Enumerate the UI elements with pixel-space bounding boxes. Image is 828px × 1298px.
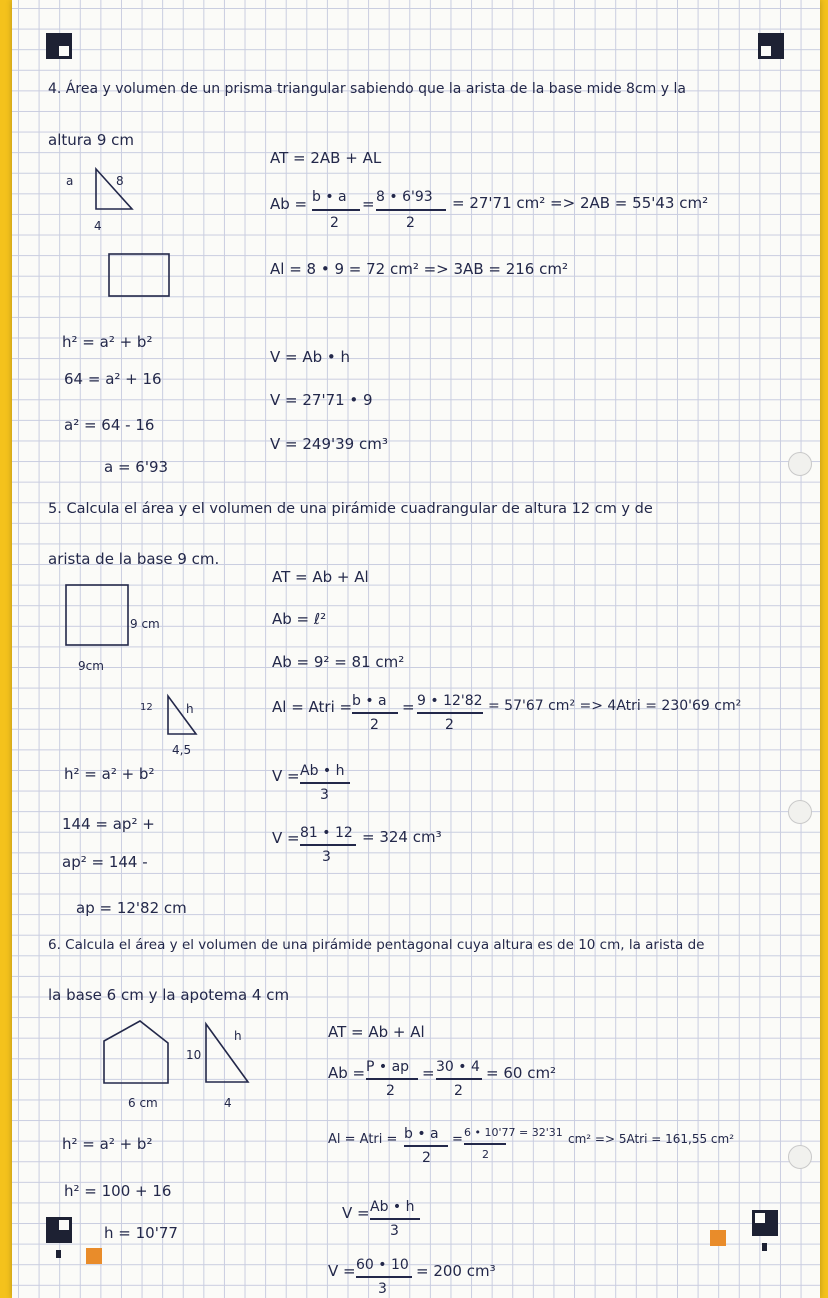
p5-v2-result: = 324 cm³ xyxy=(362,828,442,846)
p6-ab-result: = 60 cm² xyxy=(486,1064,557,1082)
p4-triangle-figure xyxy=(92,163,142,215)
p6-al-den: 2 xyxy=(422,1150,431,1166)
p5-label-bottom: 9cm xyxy=(78,659,104,673)
p5-eq-pythagoras: h² = a² + b² xyxy=(64,765,155,783)
scan-marker-top-left xyxy=(46,33,72,59)
p5-al-prefix: Al = Atri = xyxy=(272,698,353,716)
p5-al-f1-den: 2 xyxy=(370,717,379,733)
p5-total-area: AT = Ab + Al xyxy=(272,568,369,586)
p5-eq-144: 144 = ap² + xyxy=(62,815,155,833)
p4-statement-line1: 4. Área y volumen de un prisma triangular sabiendo que la arista de la base mide 8cm y la xyxy=(48,81,686,97)
p4-volume-2: V = 27'71 • 9 xyxy=(270,391,373,409)
p4-ab-f1-bar xyxy=(312,209,360,211)
p5-v2-prefix: V = xyxy=(272,829,300,847)
p5-base-area-1: Ab = ℓ² xyxy=(272,610,327,628)
p6-ab-bar xyxy=(366,1078,418,1080)
p6-statement-line2: la base 6 cm y la apotema 4 cm xyxy=(48,986,290,1004)
p4-rectangle-figure xyxy=(108,253,172,299)
p4-volume-3: V = 249'39 cm³ xyxy=(270,435,388,453)
p4-eq-a: a = 6'93 xyxy=(104,458,169,476)
p5-equals-1: = xyxy=(402,698,415,716)
p5-v1-num: Ab • h xyxy=(300,763,345,779)
p5-v2-bar xyxy=(300,844,356,846)
p5-base-area-2: Ab = 9² = 81 cm² xyxy=(272,653,405,671)
p6-label-10: 10 xyxy=(186,1048,202,1062)
p5-label-45: 4,5 xyxy=(172,743,192,757)
p5-v1-den: 3 xyxy=(320,787,329,803)
p5-statement-line2: arista de la base 9 cm. xyxy=(48,550,220,568)
p6-v2-num: 60 • 10 xyxy=(356,1257,409,1273)
p4-lateral-area: Al = 8 • 9 = 72 cm² => 3AB = 216 cm² xyxy=(270,260,568,278)
p4-total-area: AT = 2AB + AL xyxy=(270,149,382,167)
p4-ab-result: = 27'71 cm² => 2AB = 55'43 cm² xyxy=(452,194,709,212)
ring-hole-middle xyxy=(788,800,812,824)
p6-triangle-figure xyxy=(202,1020,254,1086)
p6-ab-prefix: Ab = xyxy=(328,1064,366,1082)
p5-label-12: 12 xyxy=(140,702,153,713)
p5-eq-ap: ap = 12'82 cm xyxy=(76,899,187,917)
p4-ab-prefix: Ab = xyxy=(270,195,308,213)
ring-hole-bottom xyxy=(788,1145,812,1169)
p6-eq-h: h = 10'77 xyxy=(104,1224,178,1242)
p4-label-8: 8 xyxy=(116,174,124,188)
p6-label-6: 6 cm xyxy=(128,1096,158,1110)
p4-label-4: 4 xyxy=(94,219,102,233)
p5-square-figure xyxy=(64,583,132,649)
p6-v1-prefix: V = xyxy=(342,1204,370,1222)
p4-eq-64: 64 = a² + 16 xyxy=(64,370,162,388)
p5-v2-num: 81 • 12 xyxy=(300,825,353,841)
p5-label-h: h xyxy=(186,702,194,716)
p6-al-bar xyxy=(404,1145,448,1147)
scan-marker-top-right xyxy=(758,33,784,59)
p6-v2-bar xyxy=(356,1276,412,1278)
p4-ab-f2-num: 8 • 6'93 xyxy=(376,189,433,205)
scan-tick-right xyxy=(762,1243,767,1251)
p6-equals-1: = xyxy=(422,1064,435,1082)
p5-al-f2-bar xyxy=(417,712,483,714)
p5-v2-den: 3 xyxy=(322,849,331,865)
p4-eq-pythagoras: h² = a² + b² xyxy=(62,333,153,351)
p5-v1-prefix: V = xyxy=(272,767,300,785)
p6-eq-pythagoras: h² = a² + b² xyxy=(62,1135,153,1153)
ring-hole-top xyxy=(788,452,812,476)
notebook-page xyxy=(12,0,820,1298)
p4-statement-line2: altura 9 cm xyxy=(48,131,135,149)
p4-ab-f1-num: b • a xyxy=(312,189,347,205)
p5-statement-line1: 5. Calcula el área y el volumen de una pirámide cuadrangular de altura 12 cm y de xyxy=(48,501,653,517)
p6-ab-f2-num: 30 • 4 xyxy=(436,1059,480,1075)
p5-al-f1-bar xyxy=(352,712,398,714)
p6-v1-num: Ab • h xyxy=(370,1199,415,1215)
p5-eq-ap-squared: ap² = 144 - xyxy=(62,853,148,871)
p5-triangle-figure xyxy=(164,694,200,738)
p4-ab-f2-den: 2 xyxy=(406,215,415,231)
p6-pentagon-figure xyxy=(100,1017,172,1087)
p6-al-num: b • a xyxy=(404,1126,439,1142)
p6-v2-result: = 200 cm³ xyxy=(416,1262,496,1280)
p6-equals-2: = xyxy=(452,1132,463,1147)
p5-v1-bar xyxy=(300,782,350,784)
p6-eq-100: h² = 100 + 16 xyxy=(64,1182,172,1200)
orange-square-left xyxy=(86,1248,102,1264)
orange-square-right xyxy=(710,1230,726,1246)
p4-volume-1: V = Ab • h xyxy=(270,348,351,366)
scan-marker-bottom-right xyxy=(752,1210,778,1236)
p4-label-a: a xyxy=(66,174,74,188)
p4-ab-f1-den: 2 xyxy=(330,215,339,231)
p6-statement-line1: 6. Calcula el área y el volumen de una pirámide pentagonal cuya altura es de 10 cm, la arista de xyxy=(48,937,705,953)
p4-ab-f2-bar xyxy=(376,209,446,211)
p6-v2-den: 3 xyxy=(378,1281,387,1297)
p6-v1-bar xyxy=(370,1218,420,1220)
p6-v1-den: 3 xyxy=(390,1223,399,1239)
p6-al-result: cm² => 5Atri = 161,55 cm² xyxy=(568,1132,735,1146)
scan-marker-bottom-left xyxy=(46,1217,72,1243)
p6-total-area: AT = Ab + Al xyxy=(328,1023,425,1041)
scan-tick-left xyxy=(56,1250,61,1258)
p6-ab-num: P • ap xyxy=(366,1059,410,1075)
p5-al-f2-den: 2 xyxy=(445,717,454,733)
p5-al-f2-num: 9 • 12'82 xyxy=(417,693,483,709)
p6-label-4: 4 xyxy=(224,1096,232,1110)
p5-al-result: = 57'67 cm² => 4Atri = 230'69 cm² xyxy=(488,698,742,714)
p6-al-prefix: Al = Atri = xyxy=(328,1132,398,1147)
p6-ab-f2-bar xyxy=(436,1078,482,1080)
p6-al-f2-den: 2 xyxy=(482,1148,489,1161)
p6-ab-den: 2 xyxy=(386,1083,395,1099)
p5-al-f1-num: b • a xyxy=(352,693,387,709)
p6-al-f2-num: 6 • 10'77 = 32'31 xyxy=(464,1126,563,1139)
p6-v2-prefix: V = xyxy=(328,1262,356,1280)
p4-equals-1: = xyxy=(362,195,375,213)
p6-label-h: h xyxy=(234,1029,242,1043)
p5-label-side: 9 cm xyxy=(130,617,160,631)
p4-eq-a-squared: a² = 64 - 16 xyxy=(64,416,155,434)
p6-al-f2-bar xyxy=(464,1143,506,1145)
p6-ab-f2-den: 2 xyxy=(454,1083,463,1099)
